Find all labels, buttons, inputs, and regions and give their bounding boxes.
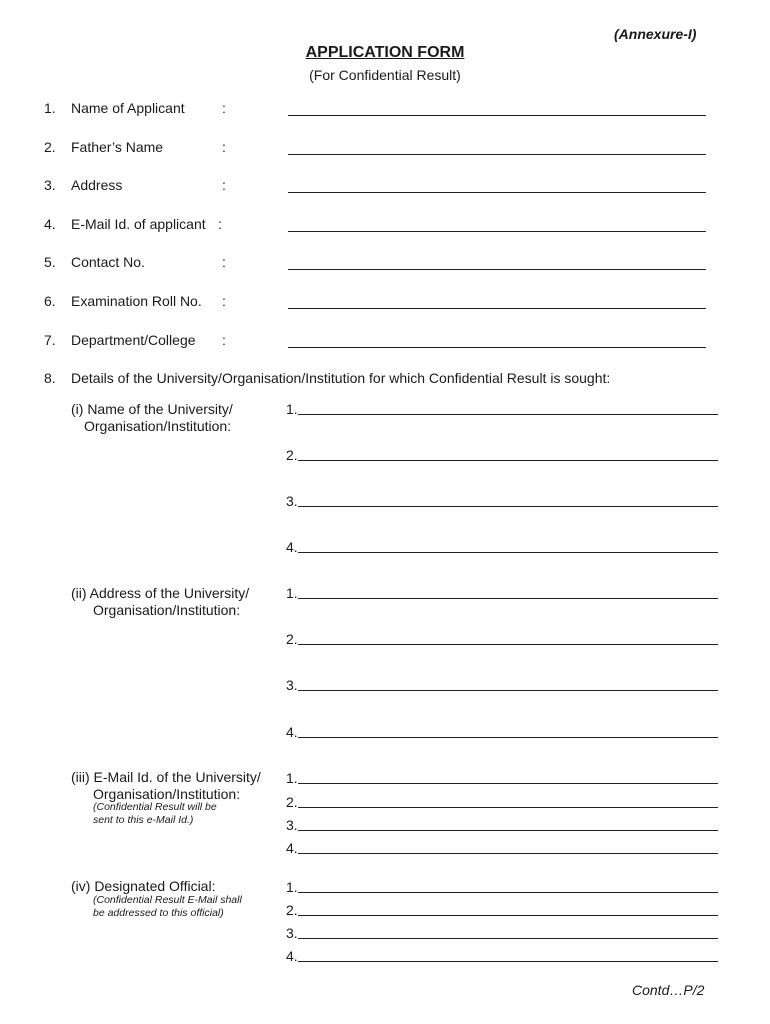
email-of-applicant-input-line[interactable] [288, 231, 706, 232]
field-label: Department/College [71, 332, 196, 348]
university-address-line-4[interactable] [298, 737, 718, 738]
university-email-line-4[interactable] [298, 853, 718, 854]
field-number: 2. [44, 139, 56, 155]
entry-number: 4. [286, 724, 298, 740]
university-name-line-4[interactable] [298, 552, 718, 553]
group-label: (iii) E-Mail Id. of the University/ [71, 769, 261, 785]
section-8-heading: Details of the University/Organisation/Institution for which Confidential Result is sought: [71, 370, 611, 386]
entry-number: 2. [286, 794, 298, 810]
field-number: 1. [44, 100, 56, 116]
university-email-line-3[interactable] [298, 830, 718, 831]
field-label: Address [71, 177, 123, 193]
continued-label: Contd…P/2 [632, 982, 705, 998]
field-colon: : [222, 254, 226, 270]
group-note: (Confidential Result E-Mail shall [93, 894, 242, 906]
entry-number: 3. [286, 677, 298, 693]
field-colon: : [222, 332, 226, 348]
field-colon: : [222, 293, 226, 309]
entry-number: 1. [286, 879, 298, 895]
university-name-line-1[interactable] [298, 414, 718, 415]
fathers-name-input-line[interactable] [288, 154, 706, 155]
entry-number: 1. [286, 585, 298, 601]
field-number: 6. [44, 293, 56, 309]
field-label: Name of Applicant [71, 100, 185, 116]
form-title: APPLICATION FORM [305, 44, 465, 61]
entry-number: 1. [286, 770, 298, 786]
name-of-applicant-input-line[interactable] [288, 115, 706, 116]
entry-number: 2. [286, 447, 298, 463]
field-number: 3. [44, 177, 56, 193]
designated-official-line-1[interactable] [298, 892, 718, 893]
group-label: Organisation/Institution: [93, 786, 241, 802]
entry-number: 2. [286, 631, 298, 647]
university-name-line-3[interactable] [298, 506, 718, 507]
section-8-number: 8. [44, 370, 56, 386]
field-label: Contact No. [71, 254, 145, 270]
contact-no-input-line[interactable] [288, 269, 706, 270]
entry-number: 3. [286, 925, 298, 941]
group-label: Organisation/Institution: [93, 602, 241, 618]
group-label: Organisation/Institution: [84, 418, 232, 434]
group-label: (i) Name of the University/ [71, 401, 233, 417]
entry-number: 3. [286, 817, 298, 833]
entry-number: 1. [286, 401, 298, 417]
group-note: sent to this e-Mail Id.) [93, 814, 194, 826]
university-name-line-2[interactable] [298, 460, 718, 461]
entry-number: 4. [286, 840, 298, 856]
field-colon: : [222, 139, 226, 155]
designated-official-line-3[interactable] [298, 938, 718, 939]
field-number: 5. [44, 254, 56, 270]
field-number: 4. [44, 216, 56, 232]
field-label: Examination Roll No. [71, 293, 202, 309]
entry-number: 4. [286, 948, 298, 964]
field-colon: : [222, 177, 226, 193]
address-input-line[interactable] [288, 192, 706, 193]
university-address-line-3[interactable] [298, 690, 718, 691]
field-label: Father’s Name [71, 139, 164, 155]
examination-roll-no-input-line[interactable] [288, 308, 706, 309]
group-label: (iv) Designated Official: [71, 878, 216, 894]
entry-number: 4. [286, 539, 298, 555]
designated-official-line-2[interactable] [298, 915, 718, 916]
annexure-label: (Annexure-I) [614, 26, 697, 42]
group-label: (ii) Address of the University/ [71, 585, 250, 601]
field-colon: : [222, 100, 226, 116]
designated-official-line-4[interactable] [298, 961, 718, 962]
university-address-line-1[interactable] [298, 598, 718, 599]
field-colon: : [218, 216, 222, 232]
field-number: 7. [44, 332, 56, 348]
university-email-line-1[interactable] [298, 783, 718, 784]
form-subtitle: (For Confidential Result) [309, 67, 461, 83]
entry-number: 2. [286, 902, 298, 918]
university-address-line-2[interactable] [298, 644, 718, 645]
university-email-line-2[interactable] [298, 807, 718, 808]
field-label: E-Mail Id. of applicant [71, 216, 206, 232]
group-note: (Confidential Result will be [93, 801, 217, 813]
group-note: be addressed to this official) [93, 907, 224, 919]
entry-number: 3. [286, 493, 298, 509]
department-college-input-line[interactable] [288, 347, 706, 348]
